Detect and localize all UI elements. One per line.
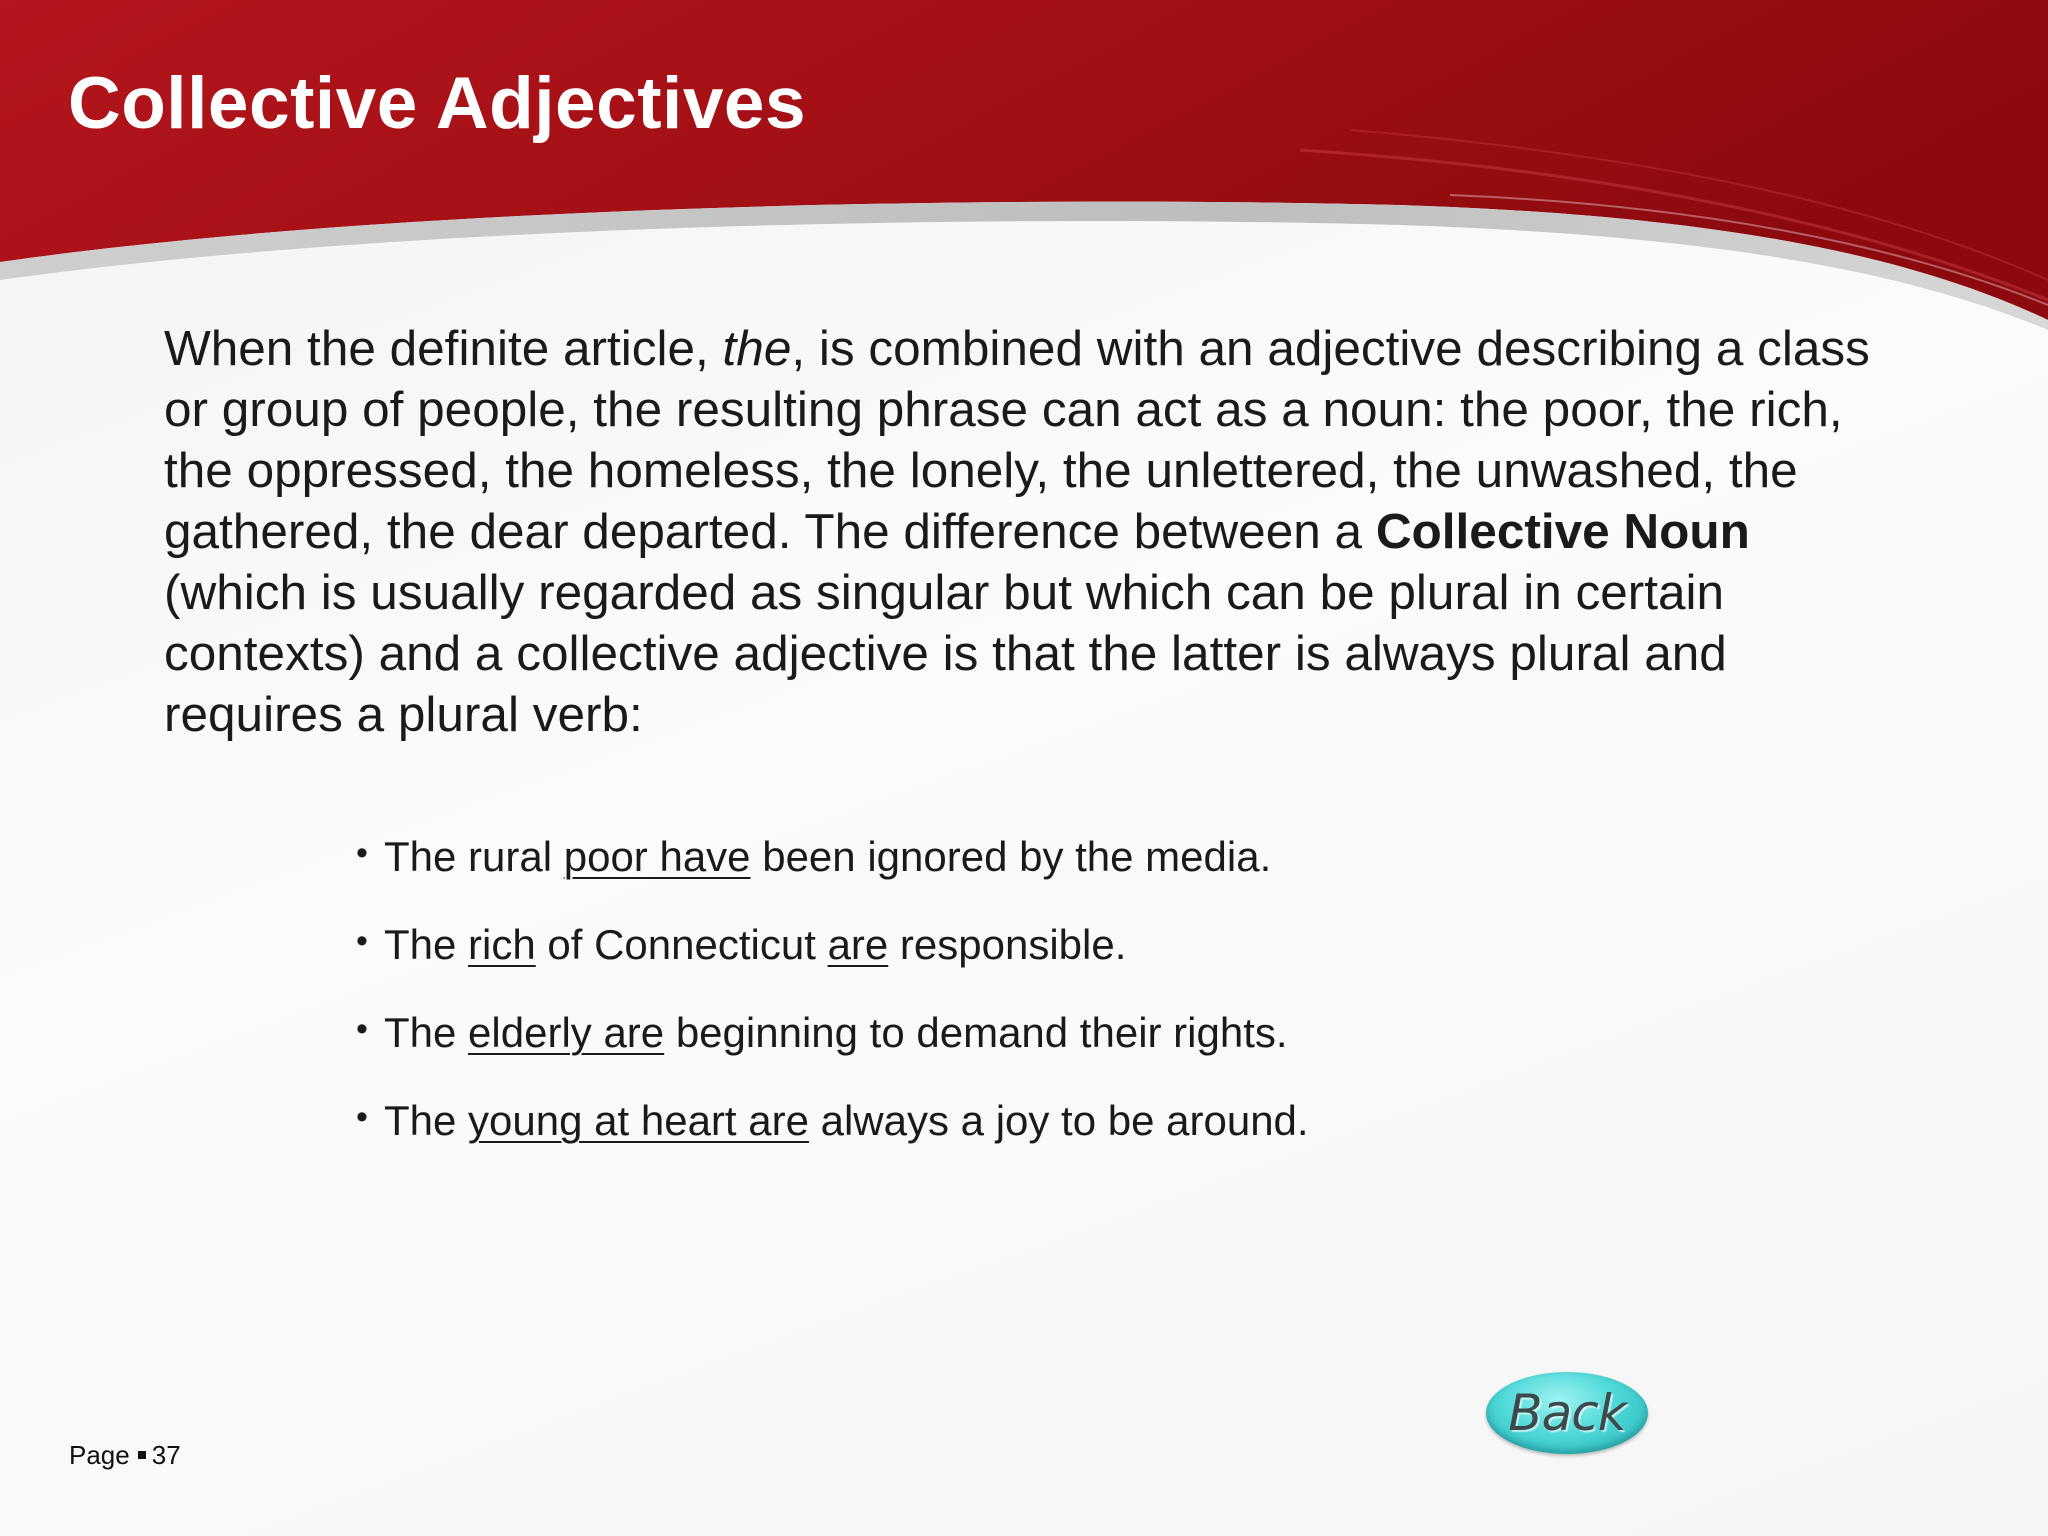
example-text: responsible. — [888, 921, 1127, 968]
square-separator-icon — [138, 1451, 146, 1459]
page-number: 37 — [151, 1440, 181, 1470]
body-italic-the: the — [722, 321, 792, 376]
back-button-label: Back — [1508, 1384, 1626, 1442]
example-text: always a joy to be around. — [808, 1097, 1309, 1144]
example-underlined: are — [827, 921, 889, 968]
example-text: been ignored by the media. — [750, 833, 1272, 880]
example-underlined: rich — [468, 921, 536, 968]
example-text: of Connecticut — [535, 921, 828, 968]
bullet-icon: • — [356, 1010, 368, 1048]
example-underlined: young at heart are — [468, 1097, 809, 1144]
example-underlined: poor have — [563, 833, 751, 880]
example-text: beginning to demand their rights. — [664, 1009, 1288, 1056]
body-paragraph — [164, 318, 1884, 745]
list-item — [356, 828, 1309, 916]
example-text: The — [384, 1097, 469, 1144]
page-number-footer — [69, 1440, 181, 1471]
body-text-part-2: , is combined with an adjective describing a class or group of people, the resulting phrase can act as a noun: the poor, the rich, the oppressed, the homeless, the lonely, the unlettered, the unwashed, the gathered, the dear departed. The difference between a — [164, 321, 1870, 559]
bullet-icon: • — [356, 834, 368, 872]
page-label: Page — [69, 1440, 130, 1470]
example-text: The — [384, 1009, 469, 1056]
list-item — [356, 1004, 1309, 1092]
body-text-part-3: (which is usually regarded as singular but which can be plural in certain contexts) and a collective adjective is that the latter is always plural and requires a plural verb: — [164, 565, 1727, 742]
body-bold-collective-noun: Collective Noun — [1375, 504, 1750, 559]
example-underlined: elderly are — [468, 1009, 665, 1056]
slide-title: Collective Adjectives — [68, 63, 807, 144]
example-text: The rural — [384, 833, 564, 880]
list-item — [356, 1092, 1309, 1180]
list-item — [356, 916, 1309, 1004]
bullet-icon: • — [356, 1098, 368, 1136]
back-button[interactable] — [1486, 1372, 1648, 1454]
body-text-part-1: When the definite article, — [164, 321, 723, 376]
example-list — [356, 828, 1309, 1180]
header-banner — [0, 0, 2048, 340]
example-text: The — [384, 921, 469, 968]
bullet-icon: • — [356, 922, 368, 960]
